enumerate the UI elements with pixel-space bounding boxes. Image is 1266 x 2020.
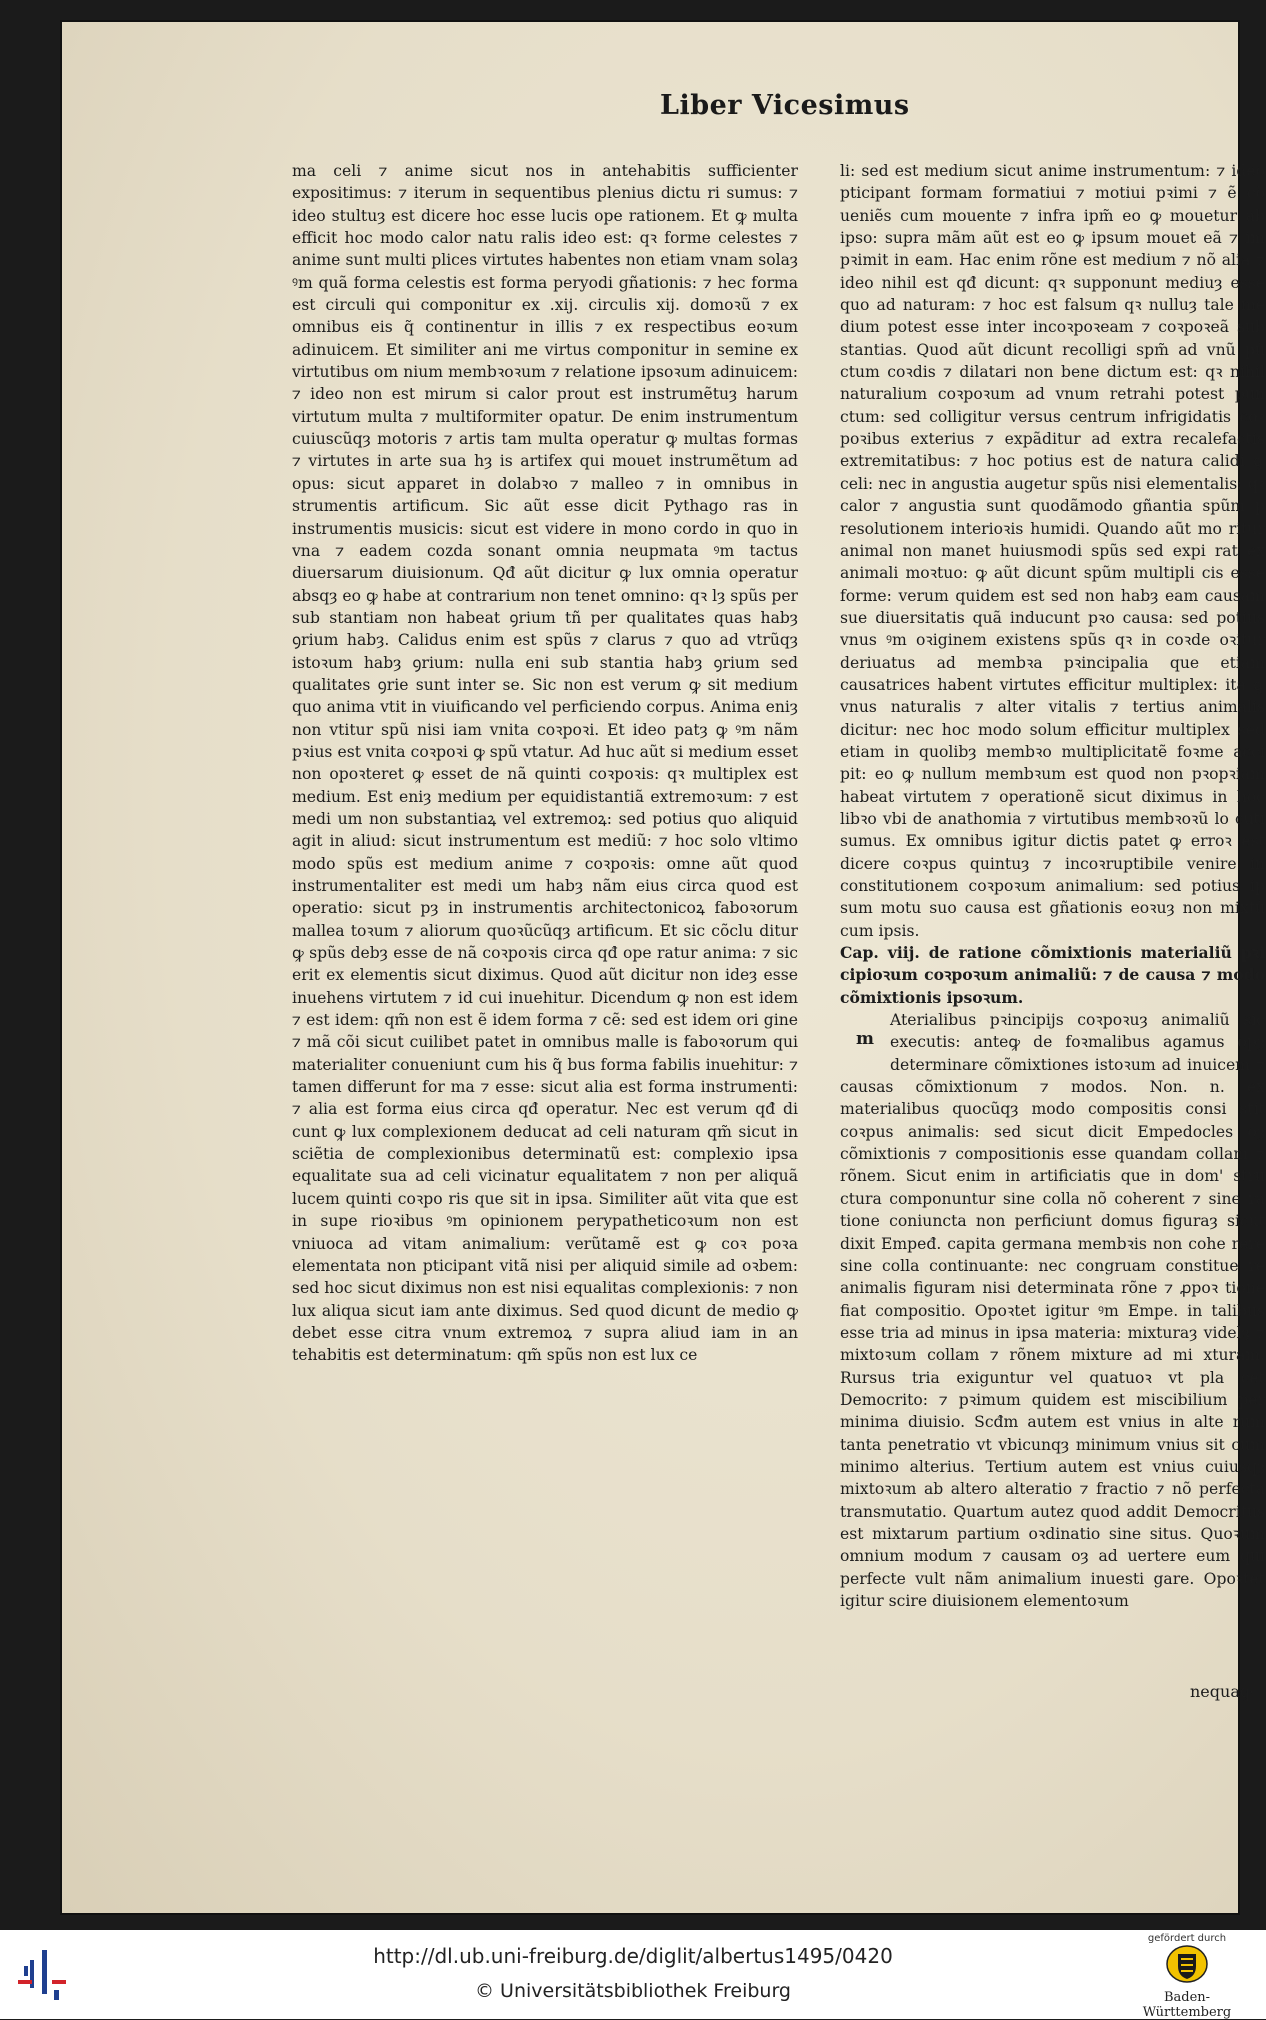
left-column-text: ma celi ⁊ anime sicut nos in antehabitis sufficienter expositimus: ⁊ iterum in sequentibus plenius dictu ri sumus: ⁊ ideo stultuȝ est dicere hoc esse lucis ope rationem. Et ꝙ multa efficit hoc modo calor natu ralis ideo est: qꝛ forme celestes ⁊ anime sunt multi plices virtutes habentes non etiam vnam solaȝ ꝰm quã forma celestis est forma peryodi gñationis: ⁊ hec forma est circuli qui componitur ex .xij. circulis xij. domoꝛũ ⁊ ex omnibus eis q̃ continentur in illis ⁊ ex respectibus eoꝛum adinuicem. Et similiter ani me virtus componitur in semine ex virtutibus om nium membꝛoꝛum ⁊ relatione ipsoꝛum adinuicem: ⁊ ideo non est mirum si calor prout est instrumẽtuȝ harum virtutum multa ⁊ multiformiter opatur. De enim instrumentum cuiuscũqȝ motoris ⁊ artis tam multa operatur ꝙ multas formas ⁊ virtutes in arte sua hȝ is artifex qui mouet instrumẽtum ad opus: sicut apparet in dolabꝛo ⁊ malleo ⁊ in omnibus in strumentis artificum. Sic aũt esse dicit Pythago ras in instrumentis musicis: sicut est videre in mono cordo in quo in vna ⁊ eadem cozda sonant omnia neupmata ꝰm tactus diuersarum diuisionum. Qđ aũt dicitur ꝙ lux omnia operatur absqȝ eo ꝙ habe at contrarium non tenet omnino: qꝛ lȝ spũs per sub stantiam non habeat ꝯrium tñ per qualitates quas habȝ ꝯrium habȝ. Calidus enim est spũs ⁊ clarus ⁊ quo ad vtrũqȝ istoꝛum habȝ ꝯrium: nulla eni sub stantia habȝ ꝯrium sed qualitates ꝯrie sunt inter se. Sic non est verum ꝙ sit medium quo anima vtit in viuificando vel perficiendo corpus. Anima eniȝ non vtitur spũ nisi iam vnita coꝛpoꝛi. Et ideo patȝ ꝙ ꝰm nãm pꝛius est vnita coꝛpoꝛi ꝙ spũ vtatur. Ad huc aũt si medium esset non opoꝛteret ꝙ esset de nã quinti coꝛpoꝛis: qꝛ multiplex est medium. Est eniȝ medium per equidistantiã extremoꝛum: ⁊ est medi um non substantiaꝝ vel extremoꝝ: sed potius quo aliquid agit in aliud: sicut instrumentum est mediũ: ⁊ hoc solo vltimo modo spũs est medium anime ⁊ coꝛpoꝛis: omne aũt quod instrumentaliter est medi um habȝ nãm eius circa quod est operatio: sicut pȝ in instrumentis architectonicoꝝ faboꝛorum mallea toꝛum ⁊ aliorum quoꝛũcũqȝ artificum. Et sic cõclu ditur ꝙ spũs debȝ esse de nã coꝛpoꝛis circa qđ ope ratur anima: ⁊ sic erit ex elementis sicut diximus. Quod aũt dicitur non ideȝ esse inuehens virtutem ⁊ id cui inuehitur. Dicendum ꝙ non est idem ⁊ est idem: qm̃ non est ẽ idem forma ⁊ cẽ: sed est idem ori gine ⁊ mã cõi sicut cuilibet patet in omnibus malle is faboꝛorum qui materialiter conueniunt cum his q̃ bus forma fabilis inuehitur: ⁊ tamen differunt for ma ⁊ esse: sicut alia est forma instrumenti: ⁊ alia est forma eius circa qđ operatur. Nec est verum qđ di cunt ꝙ lux complexionem deducat ad celi naturam qm̃ sicut in sciẽtia de complexionibus determinatũ est: complexio ipsa equalitate sua ad celi vicinatur equalitatem ⁊ non per aliquã lucem quinti coꝛpo ris que sit in ipsa. Similiter aũt vita que est in supe rioꝛibus ꝰm opinionem perypatheticoꝛum non est vniuoca ad vitam animalium: verũtamẽ est ꝙ coꝛ poꝛa elementata non pticipant vitã nisi per aliquid simile ad oꝛbem: sed hoc sicut diximus non est nisi equalitas complexionis: ⁊ non lux aliqua sicut iam ante diximus. Sed quod dicunt de medio ꝙ debet esse citra vnum extremoꝝ ⁊ supra aliud iam in an tehabitis est determinatum: qm̃ spũs non est lux ce: [292, 162, 798, 1365]
running-head: Liber Vicesimus: [660, 90, 910, 121]
initial-letter: m: [856, 1029, 874, 1050]
footer-copyright: © Universitätsbibliothek Freiburg: [475, 1980, 791, 2002]
right-column-text-part1: li: sed est medium sicut anime instrumentum: ⁊ ideo pticipant formam formatiui ⁊ motiui pꝛimi ⁊ ẽ cõ ueniẽs cum mouente ⁊ infra ipm̃ eo ꝙ mouetur ab ipso: supra mãm aũt est eo ꝙ ipsum mouet eã ⁊ im pꝛimit in eam. Hac enim rõne est medium ⁊ nõ alia ⁊ ideo nihil est qđ dicunt: qꝛ supponunt mediuȝ esse quo ad naturam: ⁊ hoc est falsum qꝛ nulluȝ tale me dium potest esse inter incoꝛpoꝛeam ⁊ coꝛpoꝛeã sub stantias. Quod aũt dicunt recolligi spm̃ ad vnũ pũ ctum coꝛdis ⁊ dilatari non bene dictum est: qꝛ nihil naturalium coꝛpoꝛum ad vnum retrahi potest pun ctum: sed colligitur versus centrum infrigidatis coꝛ poꝛibus exterius ⁊ expãditur ad extra recalefactis extremitatibus: ⁊ hoc potius est de natura calidi ꝙ celi: nec in angustia augetur spũs nisi elementalis: qꝛ calor ⁊ angustia sunt quodãmodo gñantia spũm p resolutionem interioꝛis humidi. Quando aũt mo ritur animal non manet huiusmodi spũs sed expi rat ex animali moꝛtuo: ꝙ aũt dicunt spũm multipli cis esse forme: verum quidem est sed non habȝ eam causam sue diuersitatis quã inducunt pꝛo causa: sed potius vnus ꝰm oꝛiginem existens spũs qꝛ in coꝛde oꝛitur deriuatus ad membꝛa pꝛincipalia que etiam causatrices habent virtutes efficitur multiplex: ita ꝙ vnus naturalis ⁊ alter vitalis ⁊ tertius animalis dicitur: nec hoc modo solum efficitur multiplex sed etiam in quolibȝ membꝛo multiplicitatẽ foꝛme acci pit: eo ꝙ nullum membꝛum est quod non pꝛopꝛiam habeat virtutem ⁊ operationẽ sicut diximus in hoc libꝛo vbi de anathomia ⁊ virtutibus membꝛoꝛũ lo cuti sumus. Ex omnibus igitur dictis patet ꝙ erroꝛ est dicere coꝛpus quintuȝ ⁊ incoꝛruptibile venire in constitutionem coꝛpoꝛum animalium: sed potius ip sum motu suo causa est gñationis eoꝛuȝ non mixtũ cum ipsis.: [840, 162, 1265, 940]
footer-url-link[interactable]: http://dl.ub.uni-freiburg.de/diglit/albertus1495/0420: [373, 1944, 893, 1968]
left-text-column: [292, 160, 798, 1670]
footer-bar: [0, 1930, 1266, 2019]
scanned-page: [60, 20, 1265, 1915]
sponsor-block: [1122, 1933, 1252, 2020]
sponsor-label: gefördert durch: [1147, 1933, 1227, 1944]
sponsor-name: Baden-Württemberg: [1142, 1990, 1232, 2020]
state-coat-of-arms-icon: [1165, 1944, 1209, 1984]
right-column-text-part2: Aterialibus pꝛincipijs coꝛpoꝛuȝ animaliũ sic executis: anteꝙ de foꝛmalibus agamus opȝ determinare cõmixtiones istoꝛum ad inuicem ⁊ causas cõmixtionum ⁊ modos. Non. n. ex materialibus quocũqȝ modo compositis consi stit coꝛpus animalis: sed sicut dicit Empedocles oȝ cõmixtionis ⁊ compositionis esse quandam collam ⁊ rõnem. Sicut enim in artificiatis que in dom' stru ctura componuntur sine colla nõ coherent ⁊ sine ra tione coniuncta non perficiunt domus figuraȝ sicut dixit Empeđ. capita germana membꝛis non cohe rere sine colla continuante: nec congruam constitue re animalis figuram nisi determinata rõne ⁊ ꝓpoꝛ tione fiat compositio. Opoꝛtet igitur ꝰm Empe. in talibus esse tria ad minus in ipsa materia: mixturaȝ videlȝ ⁊ mixtoꝛum collam ⁊ rõnem mixture ad mi xturam. Rursus tria exiguntur vel quatuoꝛ vt pla cet Democrito: ⁊ pꝛimum quidem est miscibilium per minima diuisio. Scđm autem est vnius in alte rum tanta penetratio vt vbicunqȝ minimum vnius sit cum minimo alterius. Tertium autem est vnius cuiusqȝ mixtoꝛum ab altero alteratio ⁊ fractio ⁊ nõ perfecta transmutatio. Quartum autez quod addit Democritus est mixtarum partium oꝛdinatio sine situs. Quoꝛum omnium modum ⁊ causam oȝ ad uertere eum qui perfecte vult nãm animalium inuesti gare. Opoꝛtet igitur scire diuisionem elementoꝛum: [840, 1011, 1265, 1610]
catchword: nequaꝙ: [1190, 1682, 1252, 1701]
right-text-column: [840, 160, 1265, 1670]
chapter-heading: Cap. viij. de ratione cõmixtionis materialiũ pꝛi cipioꝛum coꝛpoꝛum animaliũ: ⁊ de causa ⁊ modo cõmixtionis ipsoꝛum.: [840, 943, 1265, 1007]
